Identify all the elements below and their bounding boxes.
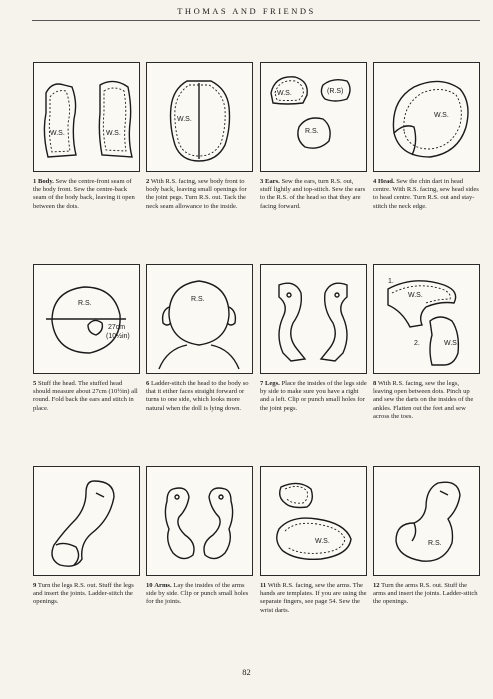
ears-drawing bbox=[261, 63, 366, 171]
running-header: THOMAS AND FRIENDS bbox=[177, 6, 316, 16]
step-8-illustration bbox=[373, 264, 480, 374]
step-4 bbox=[373, 62, 480, 211]
step-12-illustration bbox=[373, 466, 480, 576]
head-drawing bbox=[374, 63, 479, 171]
rs-label: R.S. bbox=[428, 540, 442, 547]
joint-hole bbox=[287, 293, 291, 297]
step-number: 5 bbox=[33, 380, 37, 387]
step-10 bbox=[146, 466, 253, 607]
step-text: Sew the ears, turn R.S. out, stuff lightly and top-stitch. Sew the ears to the R.S. of the head so that they are facing forward. bbox=[260, 178, 366, 210]
ws-label: W.S. bbox=[50, 130, 65, 137]
measure-cm: 27cm bbox=[108, 324, 126, 331]
step-1-illustration bbox=[33, 62, 140, 172]
step-text: Turn the legs R.S. out. Stuff the legs and insert the joints. Ladder-stitch the openings. bbox=[33, 582, 134, 606]
stuffed-head-drawing bbox=[34, 265, 139, 373]
step-title: Head. bbox=[377, 178, 395, 185]
step-2-illustration bbox=[146, 62, 253, 172]
foot-sole bbox=[56, 543, 79, 565]
step-number: 7 bbox=[260, 380, 264, 387]
step-12-caption bbox=[373, 582, 480, 607]
step-number: 6 bbox=[146, 380, 150, 387]
rs-label: R.S. bbox=[78, 300, 92, 307]
arm-sewn-2 bbox=[277, 518, 351, 559]
legs-drawing bbox=[261, 265, 366, 373]
step-5 bbox=[33, 264, 140, 413]
ws-label: W.S. bbox=[177, 116, 192, 123]
step-9-illustration bbox=[33, 466, 140, 576]
step-10-caption bbox=[146, 582, 253, 607]
step-11 bbox=[260, 466, 367, 615]
step-text: Sew the chin dart in head centre. With R.S. facing, sew head sides to head centre. Turn R.S. out and stay-stitch the neck edge. bbox=[373, 178, 479, 210]
arms-sewn-drawing bbox=[261, 467, 366, 575]
step-label-1: 1. bbox=[388, 278, 394, 285]
step-2 bbox=[146, 62, 253, 211]
ws-label: W.S. bbox=[277, 90, 292, 97]
step-3-caption bbox=[260, 178, 367, 211]
right-arm-piece bbox=[204, 488, 233, 559]
header-rule bbox=[32, 20, 480, 21]
body-sewn-drawing bbox=[147, 63, 252, 171]
step-number: 4 bbox=[373, 178, 377, 185]
head-seam bbox=[404, 89, 462, 149]
step-number: 1 bbox=[33, 178, 37, 185]
leg-sewn-1 bbox=[388, 281, 456, 327]
body-pieces-drawing bbox=[34, 63, 139, 171]
step-1 bbox=[33, 62, 140, 211]
ws-label: W.S. bbox=[315, 538, 330, 545]
head-outline bbox=[393, 81, 468, 157]
ws-label: W.S. bbox=[444, 340, 459, 347]
instruction-grid bbox=[33, 62, 481, 642]
arm-stuffed-drawing bbox=[374, 467, 479, 575]
step-8 bbox=[373, 264, 480, 421]
body-back-seam bbox=[103, 88, 126, 151]
joint-peg bbox=[96, 493, 104, 497]
step-11-illustration bbox=[260, 466, 367, 576]
right-leg-piece bbox=[321, 283, 347, 361]
body-front-seam bbox=[49, 91, 70, 152]
arms-drawing bbox=[147, 467, 252, 575]
joint-peg bbox=[440, 491, 448, 495]
joint-hole bbox=[175, 495, 179, 499]
head-outline bbox=[169, 281, 229, 345]
step-text: Ladder-stitch the head to the body so that it either faces straight forward or turns to one side, which looks more natural when the doll is lying down. bbox=[146, 380, 249, 412]
stuffed-arm bbox=[396, 482, 460, 561]
arm-sewn-1 bbox=[280, 483, 313, 507]
step-number: 8 bbox=[373, 380, 377, 387]
step-9 bbox=[33, 466, 140, 607]
step-2-caption bbox=[146, 178, 253, 211]
measure-in: (10½in) bbox=[106, 333, 130, 340]
shoulders bbox=[159, 345, 239, 369]
step-text: Sew the centre-front seam of the body front. Sew the centre-back seam of the body back, leaving it open between the dots. bbox=[33, 178, 135, 210]
step-number: 2 bbox=[146, 178, 150, 185]
step-number: 12 bbox=[373, 582, 380, 589]
head-on-body-drawing bbox=[147, 265, 252, 373]
left-arm-piece bbox=[165, 488, 194, 559]
ws-label: W.S. bbox=[408, 292, 423, 299]
step-11-caption bbox=[260, 582, 367, 615]
step-title: Arms. bbox=[154, 582, 172, 589]
step-5-illustration bbox=[33, 264, 140, 374]
ws-label: W.S. bbox=[434, 112, 449, 119]
step-number: 10 bbox=[146, 582, 153, 589]
step-6-caption bbox=[146, 380, 253, 413]
rs-label: (R.S) bbox=[327, 88, 344, 95]
step-3-illustration bbox=[260, 62, 367, 172]
step-text: Lay the insides of the arms side by side. Clip or punch small holes for the joints. bbox=[146, 582, 249, 606]
step-text: With R.S. facing, sew the legs, leaving open between dots. Pinch up and sew the darts on the insides of the ankles. Flatten out the feet and sew across the toes. bbox=[373, 380, 474, 420]
step-4-illustration bbox=[373, 62, 480, 172]
rs-label: R.S. bbox=[305, 128, 319, 135]
step-7-caption bbox=[260, 380, 367, 413]
step-text: Turn the arms R.S. out. Stuff the arms and insert the joints. Ladder-stitch the openings. bbox=[373, 582, 478, 606]
step-label-2: 2. bbox=[414, 340, 420, 347]
step-6-illustration bbox=[146, 264, 253, 374]
head-outline bbox=[52, 287, 120, 353]
stuffed-leg bbox=[52, 481, 114, 566]
step-12 bbox=[373, 466, 480, 607]
step-6 bbox=[146, 264, 253, 413]
step-1-caption bbox=[33, 178, 140, 211]
step-title: Legs. bbox=[264, 380, 280, 387]
step-text: Place the insides of the legs side by side to make sure you have a right and a left. Clip or punch small holes for the joint pegs. bbox=[260, 380, 367, 412]
step-text: Stuff the head. The stuffed head should measure about 27cm (10½in) all round. Fold back the ears and stitch in place. bbox=[33, 380, 138, 412]
joint-hole bbox=[335, 293, 339, 297]
page-number: 82 bbox=[242, 667, 251, 677]
step-text: With R.S. facing, sew the arms. The hands are templates. If you are using the separate fingers, see page 54. Sew the wrist darts. bbox=[260, 582, 367, 614]
step-7 bbox=[260, 264, 367, 413]
leg-stuffed-drawing bbox=[34, 467, 139, 575]
step-title: Ears. bbox=[264, 178, 280, 185]
ws-label: W.S. bbox=[106, 130, 121, 137]
step-5-caption bbox=[33, 380, 140, 413]
joint-hole bbox=[219, 495, 223, 499]
arm-seam-1 bbox=[285, 486, 308, 503]
step-10-illustration bbox=[146, 466, 253, 576]
step-number: 9 bbox=[33, 582, 37, 589]
step-title: Body. bbox=[37, 178, 54, 185]
step-4-caption bbox=[373, 178, 480, 211]
rs-label: R.S. bbox=[191, 296, 205, 303]
ear-folded bbox=[88, 320, 102, 335]
wrist-dart bbox=[412, 523, 416, 541]
step-7-illustration bbox=[260, 264, 367, 374]
legs-sewn-drawing bbox=[374, 265, 479, 373]
step-number: 3 bbox=[260, 178, 264, 185]
body-back-piece bbox=[99, 81, 132, 157]
step-3 bbox=[260, 62, 367, 211]
step-8-caption bbox=[373, 380, 480, 421]
step-9-caption bbox=[33, 582, 140, 607]
left-leg-piece bbox=[279, 283, 305, 361]
step-number: 11 bbox=[260, 582, 267, 589]
step-text: With R.S. facing, sew body front to body back, leaving small openings for the joint pegs. Turn R.S. out. Tack the neck seam allowance to the inside. bbox=[146, 178, 247, 210]
